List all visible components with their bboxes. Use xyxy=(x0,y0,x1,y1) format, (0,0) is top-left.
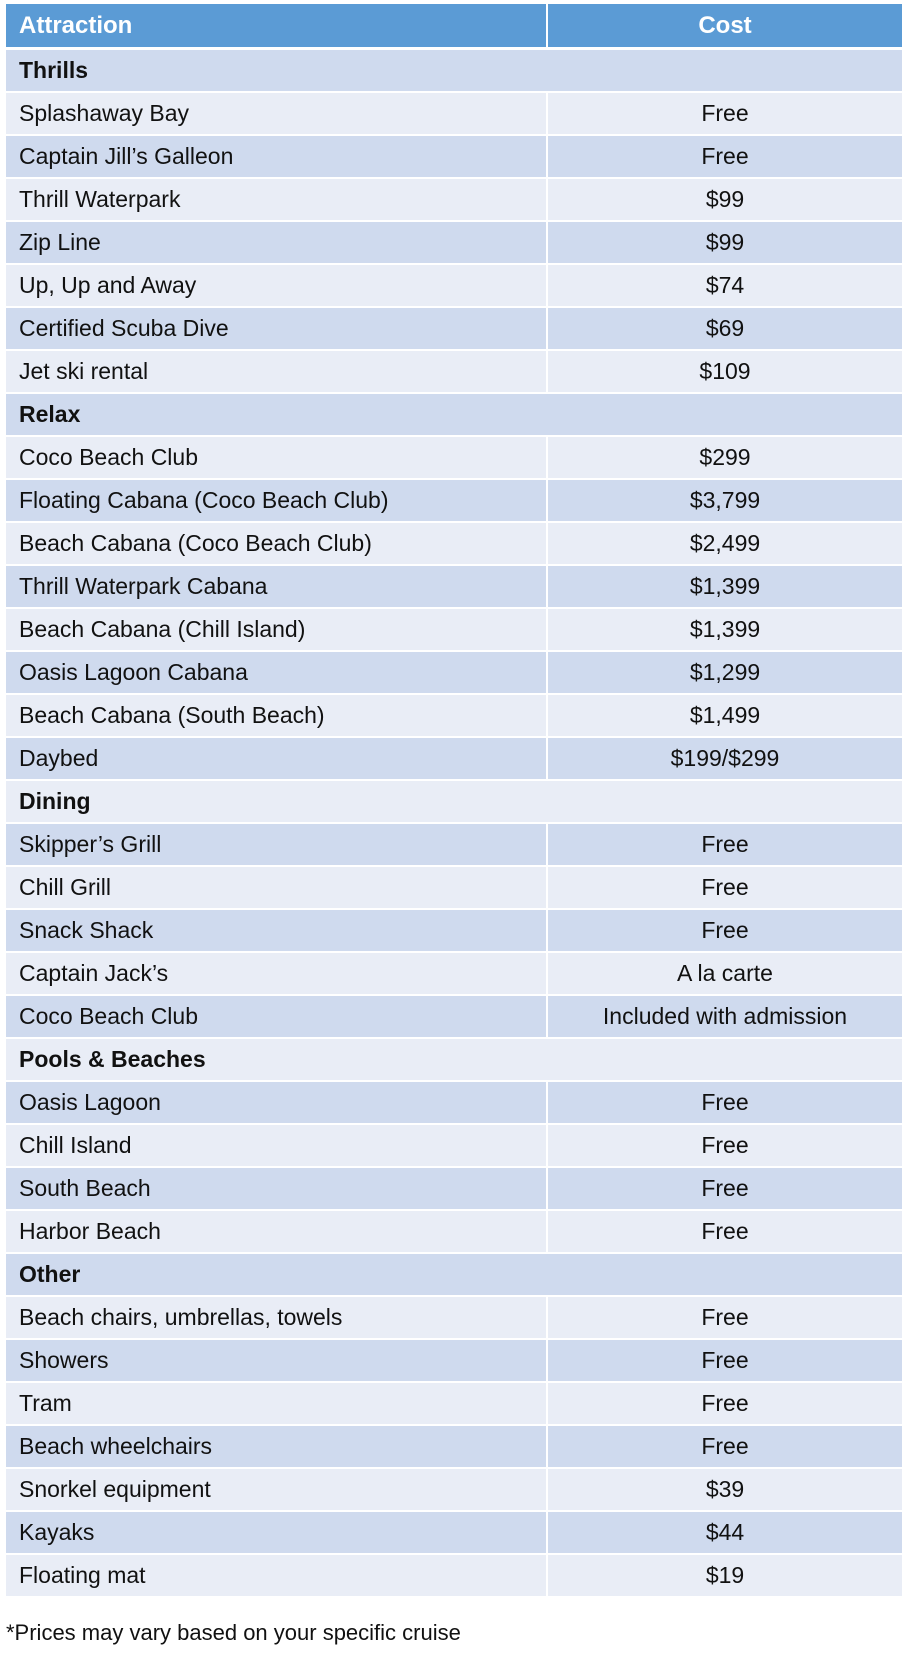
table-row xyxy=(6,996,902,1039)
attraction-name: Floating Cabana (Coco Beach Club) xyxy=(6,480,548,521)
attraction-cost: $1,299 xyxy=(689,659,761,685)
attraction-name: Beach Cabana (Coco Beach Club) xyxy=(6,523,548,564)
attraction-cost: A la carte xyxy=(677,960,773,986)
attraction-cost: $39 xyxy=(705,1476,745,1502)
attraction-cost: $1,399 xyxy=(689,616,761,642)
section-header-row xyxy=(6,781,902,824)
table-row xyxy=(6,1082,902,1125)
section-title: Pools & Beaches xyxy=(19,1046,206,1072)
table-row xyxy=(6,738,902,781)
attraction-name: Jet ski rental xyxy=(6,351,548,392)
attraction-cost: $199/$299 xyxy=(670,745,780,771)
attraction-name: Beach wheelchairs xyxy=(6,1426,548,1467)
attraction-name: Kayaks xyxy=(6,1512,548,1553)
attraction-cost: $19 xyxy=(705,1562,745,1588)
attraction-name: Snack Shack xyxy=(6,910,548,951)
attraction-cost: Free xyxy=(701,1390,749,1416)
attraction-name: Skipper’s Grill xyxy=(6,824,548,865)
table-row xyxy=(6,695,902,738)
attraction-cost: Free xyxy=(701,1304,749,1330)
attraction-cost: Free xyxy=(701,1433,749,1459)
table-row xyxy=(6,1512,902,1555)
attraction-cost: $1,499 xyxy=(689,702,761,728)
table-row xyxy=(6,1211,902,1254)
table-row xyxy=(6,523,902,566)
table-row xyxy=(6,953,902,996)
attraction-name: South Beach xyxy=(6,1168,548,1209)
table-row xyxy=(6,136,902,179)
attraction-cost: $3,799 xyxy=(689,487,761,513)
attraction-name: Floating mat xyxy=(6,1555,548,1596)
attraction-cost: $44 xyxy=(705,1519,745,1545)
attraction-cost: $2,499 xyxy=(689,530,761,556)
attraction-name: Harbor Beach xyxy=(6,1211,548,1252)
attraction-name: Captain Jill’s Galleon xyxy=(6,136,548,177)
attraction-name: Captain Jack’s xyxy=(6,953,548,994)
attraction-name: Coco Beach Club xyxy=(6,996,548,1037)
attraction-cost: Included with admission xyxy=(602,1003,848,1029)
attraction-cost: $99 xyxy=(705,229,745,255)
header-attraction: Attraction xyxy=(6,4,548,47)
table-row xyxy=(6,867,902,910)
attraction-cost: $69 xyxy=(705,315,745,341)
table-row xyxy=(6,1168,902,1211)
attraction-cost: Free xyxy=(701,1089,749,1115)
section-header-row xyxy=(6,1254,902,1297)
table-row xyxy=(6,480,902,523)
table-row xyxy=(6,910,902,953)
table-row xyxy=(6,1297,902,1340)
attraction-name: Up, Up and Away xyxy=(6,265,548,306)
table-row xyxy=(6,437,902,480)
attraction-cost: Free xyxy=(701,1218,749,1244)
attraction-name: Certified Scuba Dive xyxy=(6,308,548,349)
table-row xyxy=(6,609,902,652)
table-row xyxy=(6,566,902,609)
table-row xyxy=(6,93,902,136)
attraction-name: Beach Cabana (South Beach) xyxy=(6,695,548,736)
table-body xyxy=(6,50,902,1598)
section-title: Dining xyxy=(19,788,91,814)
section-header-row xyxy=(6,394,902,437)
table-row xyxy=(6,222,902,265)
attraction-cost: $74 xyxy=(705,272,745,298)
attraction-name: Chill Island xyxy=(6,1125,548,1166)
table-row xyxy=(6,1383,902,1426)
table-row xyxy=(6,652,902,695)
table-row xyxy=(6,1125,902,1168)
attraction-cost: Free xyxy=(701,1347,749,1373)
attraction-cost: $109 xyxy=(699,358,751,384)
attraction-name: Oasis Lagoon Cabana xyxy=(6,652,548,693)
attraction-cost: Free xyxy=(701,1132,749,1158)
table-row xyxy=(6,308,902,351)
table-row xyxy=(6,179,902,222)
prices-footnote: *Prices may vary based on your specific cruise xyxy=(6,1620,461,1645)
attraction-cost: Free xyxy=(701,143,749,169)
attraction-name: Coco Beach Club xyxy=(6,437,548,478)
section-header-row xyxy=(6,1039,902,1082)
attraction-cost: Free xyxy=(701,874,749,900)
table-row xyxy=(6,1426,902,1469)
attraction-name: Thrill Waterpark Cabana xyxy=(6,566,548,607)
header-cost: Cost xyxy=(698,11,752,39)
attraction-name: Zip Line xyxy=(6,222,548,263)
attraction-name: Thrill Waterpark xyxy=(6,179,548,220)
table-row xyxy=(6,824,902,867)
attraction-name: Tram xyxy=(6,1383,548,1424)
attraction-name: Oasis Lagoon xyxy=(6,1082,548,1123)
section-title: Relax xyxy=(19,401,81,427)
attraction-cost: Free xyxy=(701,100,749,126)
attraction-cost: Free xyxy=(701,1175,749,1201)
attraction-name: Beach chairs, umbrellas, towels xyxy=(6,1297,548,1338)
table-header-row xyxy=(6,4,902,50)
table-row xyxy=(6,1555,902,1598)
attraction-name: Snorkel equipment xyxy=(6,1469,548,1510)
attraction-cost: $299 xyxy=(699,444,751,470)
attraction-name: Chill Grill xyxy=(6,867,548,908)
section-title: Thrills xyxy=(19,57,89,83)
section-title: Other xyxy=(19,1261,81,1287)
attraction-name: Splashaway Bay xyxy=(6,93,548,134)
section-header-row xyxy=(6,50,902,93)
table-row xyxy=(6,1469,902,1512)
attraction-cost: $1,399 xyxy=(689,573,761,599)
attraction-cost: Free xyxy=(701,831,749,857)
attraction-cost: $99 xyxy=(705,186,745,212)
attraction-cost: Free xyxy=(701,917,749,943)
table-row xyxy=(6,1340,902,1383)
attractions-cost-table xyxy=(6,4,902,1598)
table-row xyxy=(6,351,902,394)
attraction-name: Beach Cabana (Chill Island) xyxy=(6,609,548,650)
attraction-name: Daybed xyxy=(6,738,548,779)
table-row xyxy=(6,265,902,308)
attraction-name: Showers xyxy=(6,1340,548,1381)
